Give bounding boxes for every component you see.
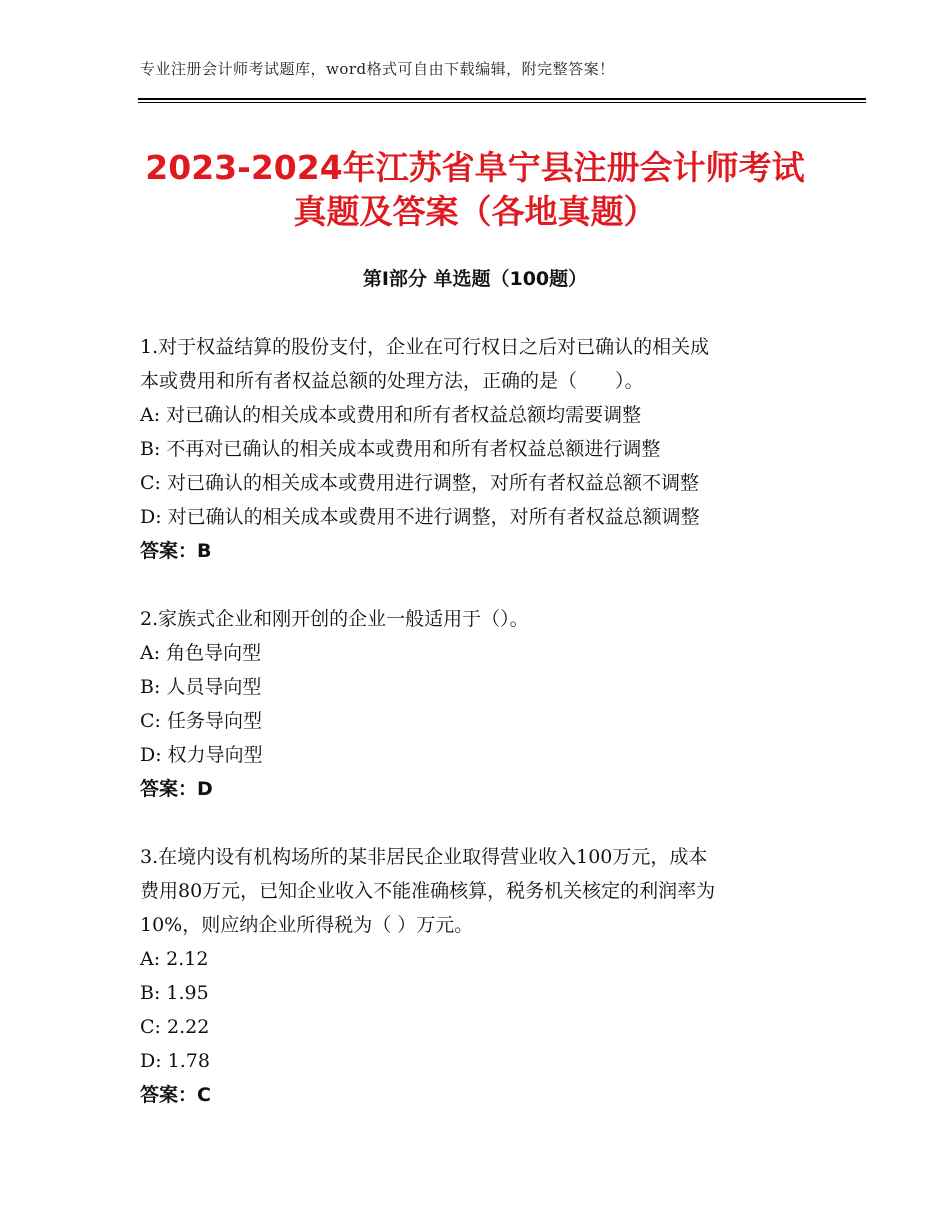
question-2 — [140, 602, 820, 806]
option-d: D: 1.78 — [140, 1050, 210, 1072]
title-line-2: 真题及答案（各地真题） — [293, 192, 657, 231]
question-stem-line: 费用80万元，已知企业收入不能准确核算，税务机关核定的利润率为 — [140, 880, 716, 902]
question-stem-line: 3.在境内设有机构场所的某非居民企业取得营业收入100万元，成本 — [140, 846, 708, 868]
option-c: C: 任务导向型 — [140, 710, 262, 732]
question-stem-line: 本或费用和所有者权益总额的处理方法，正确的是（ ）。 — [140, 370, 644, 392]
option-a: A: 2.12 — [140, 948, 209, 970]
question-stem-line: 10%，则应纳企业所得税为（ ）万元。 — [140, 914, 474, 936]
option-d: D: 对已确认的相关成本或费用不进行调整，对所有者权益总额调整 — [140, 506, 700, 528]
document-title — [120, 146, 830, 234]
question-stem-line: 1.对于权益结算的股份支付，企业在可行权日之后对已确认的相关成 — [140, 336, 710, 358]
answer-line: 答案：D — [140, 778, 213, 800]
page-header-text: 专业注册会计师考试题库，word格式可自由下载编辑，附完整答案！ — [140, 60, 615, 78]
question-spacer — [140, 568, 820, 602]
question-stem-line: 2.家族式企业和刚开创的企业一般适用于（）。 — [140, 608, 529, 630]
question-1 — [140, 330, 820, 568]
option-c: C: 对已确认的相关成本或费用进行调整，对所有者权益总额不调整 — [140, 472, 699, 494]
option-b: B: 1.95 — [140, 982, 209, 1004]
option-b: B: 人员导向型 — [140, 676, 262, 698]
option-d: D: 权力导向型 — [140, 744, 263, 766]
header-rule-thick — [138, 98, 866, 100]
answer-line: 答案：B — [140, 540, 212, 562]
header-rule-thin — [138, 102, 866, 103]
question-spacer — [140, 806, 820, 840]
option-a: A: 对已确认的相关成本或费用和所有者权益总额均需要调整 — [140, 404, 642, 426]
answer-line: 答案：C — [140, 1084, 211, 1106]
option-c: C: 2.22 — [140, 1016, 210, 1038]
option-b: B: 不再对已确认的相关成本或费用和所有者权益总额进行调整 — [140, 438, 661, 460]
section-title: 第I部分 单选题（100题） — [362, 268, 588, 290]
question-list — [140, 330, 820, 1112]
question-3 — [140, 840, 820, 1112]
title-line-1: 2023-2024年江苏省阜宁县注册会计师考试 — [145, 148, 805, 187]
option-a: A: 角色导向型 — [140, 642, 262, 664]
